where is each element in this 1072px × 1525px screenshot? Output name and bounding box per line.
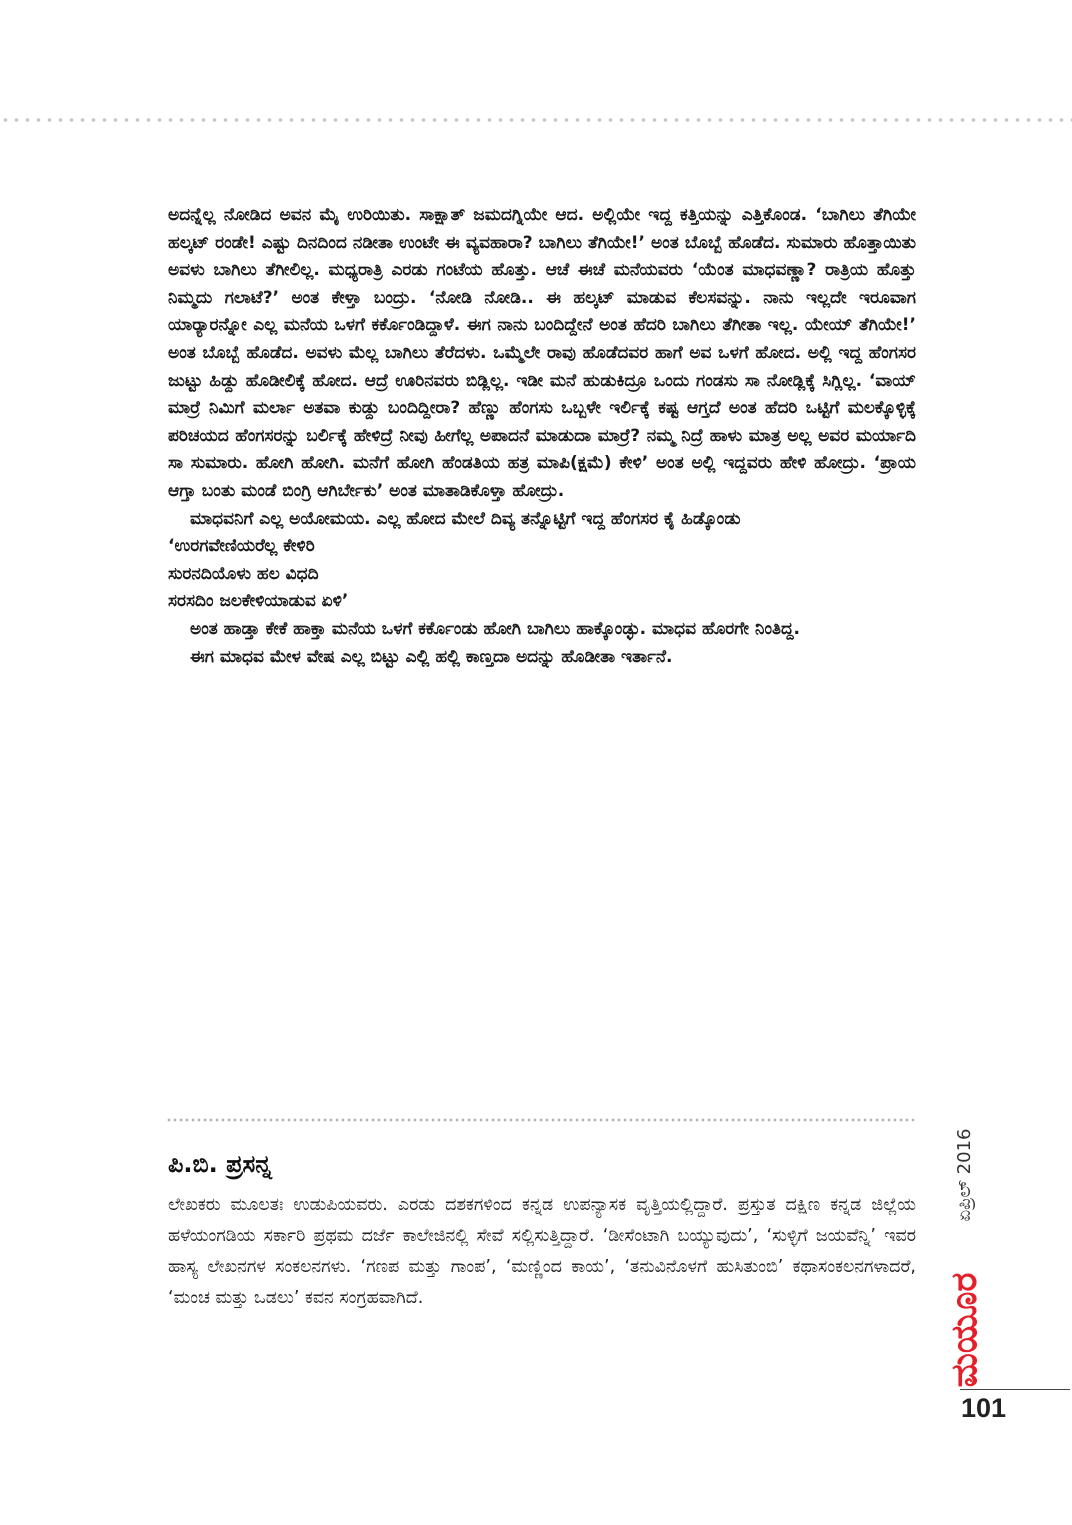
author-bio: ಲೇಖಕರು ಮೂಲತಃ ಉಡುಪಿಯವರು. ಎರಡು ದಶಕಗಳಿಂದ ಕನ್ನಡ ಉಪನ್ಯಾಸಕ ವೃತ್ತಿಯಲ್ಲಿದ್ದಾರೆ. ಪ್ರಸ್ತುತ ದಕ್ಷಿಣ ಕನ್ನಡ ಜಿಲ್ಲೆಯ ಹಳೆಯಂಗಡಿಯ ಸರ್ಕಾರಿ ಪ್ರಥಮ ದರ್ಜೆ ಕಾಲೇಜಿನಲ್ಲಿ ಸೇವೆ ಸಲ್ಲಿಸುತ್ತಿದ್ದಾರೆ. ‘ಡೀಸೆಂಟಾಗಿ ಬಯ್ಯುವುದು’, ‘ಸುಳ್ಳಿಗೆ ಜಯವೆನ್ನಿ’ ಇವರ ಹಾಸ್ಯ ಲೇಖನಗಳ ಸಂಕಲನಗಳು. ‘ಗಣಪ ಮತ್ತು ಗಾಂಪ’, ‘ಮಣ್ಣಿಂದ ಕಾಯ’, ‘ತನುವಿನೊಳಗೆ ಹುಸಿತುಂಬಿ’ ಕಥಾಸಂಕಲನಗಳಾದರೆ, ‘ಮಂಚ ಮತ್ತು ಒಡಲು’ ಕವನ ಸಂಗ್ರಹವಾಗಿದೆ. bbox=[168, 1195, 916, 1308]
issue-date: ಏಪ್ರಿಲ್ 2016 bbox=[954, 1128, 975, 1222]
story-paragraph-2: ಮಾಧವನಿಗೆ ಎಲ್ಲ ಅಯೋಮಯ. ಎಲ್ಲ ಹೋದ ಮೇಲೆ ದಿವ್ಯ ತನ್ನೊಟ್ಟಿಗೆ ಇದ್ದ ಹೆಂಗಸರ ಕೈ ಹಿಡ್ಕೊಂಡು bbox=[190, 508, 741, 529]
section-dotted-rule bbox=[166, 1118, 916, 1122]
story-paragraph-1: ಅದನ್ನೆಲ್ಲ ನೋಡಿದ ಅವನ ಮೈ ಉರಿಯಿತು. ಸಾಕ್ಷಾತ್ ಜಮದಗ್ನಿಯೇ ಆದ. ಅಲ್ಲಿಯೇ ಇದ್ದ ಕತ್ತಿಯನ್ನು ಎತ್ತಿಕೊಂಡ. ‘ಬಾಗಿಲು ತೆಗಿಯೇ ಹಲ್ಕಟ್ ರಂಡೇ! ಎಷ್ಟು ದಿನದಿಂದ ನಡೀತಾ ಉಂಟೇ ಈ ವ್ಯವಹಾರಾ? ಬಾಗಿಲು ತೆಗಿಯೇ!’ ಅಂತ ಬೊಬ್ಬೆ ಹೊಡೆದ. ಸುಮಾರು ಹೊತ್ತಾಯಿತು ಅವಳು ಬಾಗಿಲು ತೆಗೀಲಿಲ್ಲ. ಮಧ್ಯರಾತ್ರಿ ಎರಡು ಗಂಟೆಯ ಹೊತ್ತು. ಆಚೆ ಈಚೆ ಮನೆಯವರು ‘ಯೆಂತ ಮಾಧವಣ್ಣಾ? ರಾತ್ರಿಯ ಹೊತ್ತು ನಿಮ್ಮದು ಗಲಾಟೆ?’ ಅಂತ ಕೇಳ್ತಾ ಬಂದ್ರು. ‘ನೋಡಿ ನೋಡಿ.. ಈ ಹಲ್ಕಟ್ ಮಾಡುವ ಕೆಲಸವನ್ನು. ನಾನು ಇಲ್ಲದೇ ಇರೂವಾಗ ಯಾರ್‍ಯಾರನ್ನೋ ಎಲ್ಲ ಮನೆಯ ಒಳಗೆ ಕರ್ಕೊಂಡಿದ್ದಾಳೆ. ಈಗ ನಾನು ಬಂದಿದ್ದೇನೆ ಅಂತ ಹೆದರಿ ಬಾಗಿಲು ತೆಗೀತಾ ಇಲ್ಲ. ಯೇಯ್ ತೆಗಿಯೇ!’ ಅಂತ ಬೊಬ್ಬೆ ಹೊಡೆದ. ಅವಳು ಮೆಲ್ಲ ಬಾಗಿಲು ತೆರೆದಳು. ಒಮ್ಮೆಲೇ ರಾವು ಹೊಡೆದವರ ಹಾಗೆ ಅವ ಒಳಗೆ ಹೋದ. ಅಲ್ಲಿ ಇದ್ದ ಹೆಂಗಸರ ಜುಟ್ಟು ಹಿಡ್ದು ಹೊಡೀಲಿಕ್ಕೆ ಹೋದ. ಆದ್ರೆ ಊರಿನವರು ಬಿಡ್ಲಿಲ್ಲ. ಇಡೀ ಮನೆ ಹುಡುಕಿದ್ರೂ ಒಂದು ಗಂಡಸು ಸಾ ನೋಡ್ಲಿಕ್ಕೆ ಸಿಗ್ಲಿಲ್ಲ. ‘ವಾಯ್ ಮಾರ್‍ರೆ ನಿಮಿಗೆ ಮರ್ಲಾ ಅತವಾ ಕುಡ್ದು ಬಂದಿದ್ದೀರಾ? ಹೆಣ್ಣು ಹೆಂಗಸು ಒಬ್ಬಳೇ ಇರ್ಲಿಕ್ಕೆ ಕಷ್ಟ ಆಗ್ತದೆ ಅಂತ ಹೆದರಿ ಒಟ್ಟಿಗೆ ಮಲಕ್ಕೊಳ್ಳಿಕ್ಕೆ ಪರಿಚಯದ ಹೆಂಗಸರನ್ನು ಬರ್ಲಿಕ್ಕೆ ಹೇಳಿದ್ರೆ ನೀವು ಹೀಗೆಲ್ಲ ಅಪಾದನೆ ಮಾಡುದಾ ಮಾರ್‍ರೆ? ನಮ್ಮ ನಿದ್ರೆ ಹಾಳು ಮಾತ್ರ ಅಲ್ಲ ಅವರ ಮರ್ಯಾದಿ ಸಾ ಸುಮಾರು. ಹೋಗಿ ಹೋಗಿ. ಮನೆಗೆ ಹೋಗಿ ಹೆಂಡತಿಯ ಹತ್ರ ಮಾಪಿ(ಕ್ಷಮೆ) ಕೇಳಿ’ ಅಂತ ಅಲ್ಲಿ ಇದ್ದವರು ಹೇಳಿ ಹೋದ್ರು. ‘ಪ್ರಾಯ ಆಗ್ತಾ ಬಂತು ಮಂಡೆ ಬಿಂಗ್ರಿ ಆಗಿರ್ಬೇಕು’ ಅಂತ ಮಾತಾಡಿಕೊಳ್ತಾ ಹೋದ್ರು. bbox=[168, 205, 916, 501]
magazine-side-label bbox=[945, 1120, 985, 1395]
story-paragraph-3: ಅಂತ ಹಾಡ್ತಾ ಕೇಕೆ ಹಾಕ್ತಾ ಮನೆಯ ಒಳಗೆ ಕರ್ಕೊಂಡು ಹೋಗಿ ಬಾಗಿಲು ಹಾಕ್ಕೊಂಡ್ಳು. ಮಾಧವ ಹೊರಗೇ ನಿಂತಿದ್ದ. bbox=[190, 618, 800, 639]
author-name: ಪಿ.ಬಿ. ಪ್ರಸನ್ನ bbox=[168, 1150, 272, 1178]
verse-line-1: ‘ಉರಗವೇಣಿಯರೆಲ್ಲ ಕೇಳಿರಿ bbox=[168, 536, 315, 557]
top-dotted-rule bbox=[0, 117, 1072, 123]
page-number-rule bbox=[960, 1389, 1070, 1390]
story-text bbox=[168, 202, 916, 671]
verse-line-2: ಸುರನದಿಯೊಳು ಹಲ ವಿಧದಿ bbox=[168, 563, 319, 584]
magazine-logo: ಮಯೂರ bbox=[944, 1272, 985, 1388]
verse-line-3: ಸರಸದಿಂ ಜಲಕೇಳಿಯಾಡುವ ಏಳಿ’ bbox=[168, 591, 349, 612]
story-paragraph-4: ಈಗ ಮಾಧವ ಮೇಳ ವೇಷ ಎಲ್ಲ ಬಿಟ್ಟು ಎಲ್ಲಿ ಹಲ್ಲಿ ಕಾಣ್ತದಾ ಅದನ್ನು ಹೊಡೀತಾ ಇರ್ತಾನೆ. bbox=[190, 646, 673, 667]
page-number: 101 bbox=[961, 1393, 1007, 1423]
